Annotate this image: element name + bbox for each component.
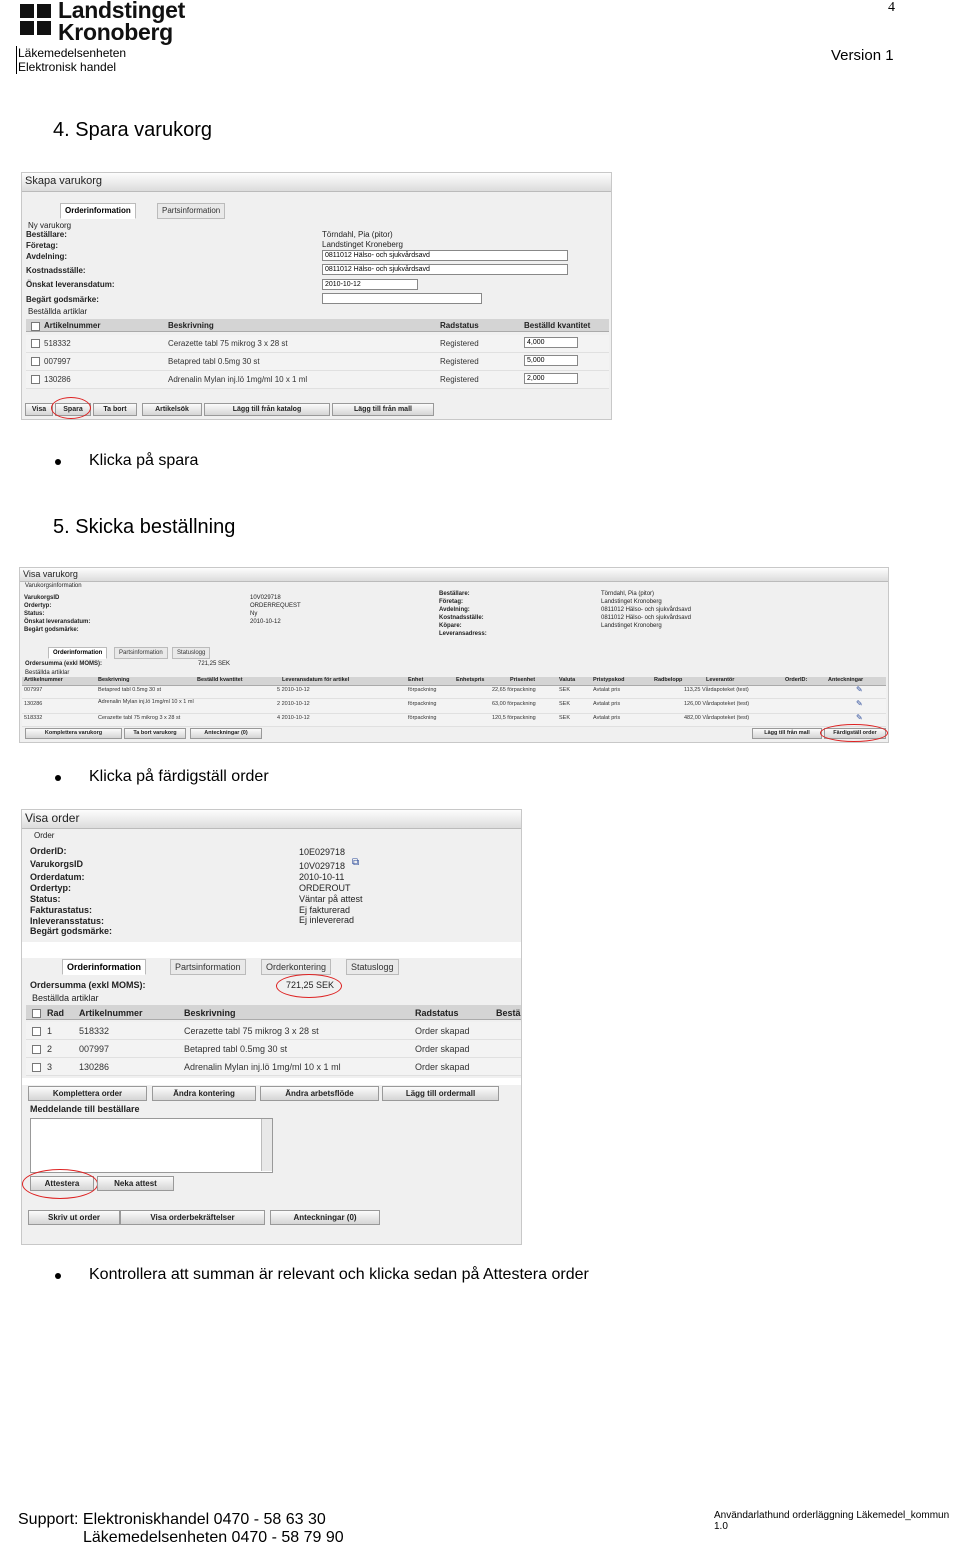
label-varukorgsid: VarukorgsID [30,859,84,869]
ta-bort-button[interactable]: Ta bort [93,403,137,416]
cell-radstatus: Order skapad [415,1044,470,1054]
komplettera-order-button[interactable]: Komplettera order [28,1086,147,1101]
screenshot-skapa-varukorg [21,172,612,420]
ta-bort-varukorg-button[interactable]: Ta bort varukorg [124,728,186,739]
label-kostnadsstalle: Kostnadsställe: [439,615,484,621]
value-orderdatum: 2010-10-11 [299,872,345,882]
copy-icon[interactable]: ⧉ [352,857,360,868]
tab-orderinformation[interactable]: Orderinformation [48,647,107,659]
andra-arbetsflode-button[interactable]: Ändra arbetsflöde [260,1086,379,1101]
label-kostnadsstalle: Kostnadsställe: [26,266,86,275]
logo-line1: Landstinget [58,0,186,23]
value-varukorgsid: 10V029718 [250,595,281,601]
section-gap [22,942,521,958]
label-status: Status: [30,894,61,904]
col-leverantor[interactable]: Leverantör [706,677,735,683]
cell-kvantitet-datum: 5 2010-10-12 [277,687,310,693]
cell-pristypskod: Avtalat pris [593,687,621,693]
lagg-till-fran-mall-button[interactable]: Lägg till från mall [752,728,822,739]
order-legend: Order [34,831,55,840]
version-label: Version 1 [831,47,894,64]
spara-button[interactable]: Spara [55,403,91,416]
col-leveransdatum[interactable]: Leveransdatum för artikel [282,677,350,683]
section-4-heading: 4. Spara varukorg [53,119,212,141]
cell-artikelnummer: 518332 [79,1026,110,1036]
label-avdelning: Avdelning: [439,607,470,613]
cell-beskrivning: Adrenalin Mylan inj.lö 1mg/ml 10 x 1 ml [168,375,308,384]
col-enhetspris[interactable]: Enhetspris [456,677,485,683]
cell-radstatus: Order skapad [415,1026,470,1036]
lagg-till-ordermall-button[interactable]: Lägg till ordermall [382,1086,499,1101]
cell-enhet: förpackning [408,701,437,707]
row-checkbox[interactable] [31,375,40,384]
cell-radstatus: Registered [440,357,479,366]
row-checkbox[interactable] [32,1045,41,1054]
table-row [26,371,609,389]
footer-lakemedel: Läkemedelsenheten 0470 - 58 79 90 [83,1529,344,1546]
meddelande-label: Meddelande till beställare [30,1104,140,1114]
lagg-till-fran-katalog-button[interactable]: Lägg till från katalog [204,403,330,416]
window-title: Visa varukorg [23,569,78,579]
cell-rad: 3 [47,1062,53,1072]
col-valuta[interactable]: Valuta [559,677,576,683]
col-bestalld-kvantitet[interactable]: Beställd kvantitet [524,321,591,330]
col-rad[interactable]: Rad [47,1008,65,1018]
visa-orderbekraftelser-button[interactable]: Visa orderbekräftelser [120,1210,265,1225]
varukorg-legend: Varukorgsinformation [25,583,82,589]
ordersumma-label: Ordersumma (exkl MOMS): [30,980,146,990]
qty-input[interactable]: 4,000 [524,337,578,348]
leveransdatum-input[interactable]: 2010-10-12 [322,279,418,290]
table-row [26,353,609,371]
godsmarke-input[interactable] [322,293,482,304]
col-artikelnummer[interactable]: Artikelnummer [24,677,63,683]
label-foretag: Företag: [26,241,58,250]
col-orderid[interactable]: OrderID: [785,677,808,683]
group-legend: Ny varukorg [28,221,72,230]
cell-beskrivning: Betapred tabl 0.5mg 30 st [98,687,161,693]
cell-beskrivning: Cerazette tabl 75 mikrog 3 x 28 st [168,339,288,348]
col-enhet[interactable]: Enhet [408,677,424,683]
label-bestallare: Beställare: [26,230,67,239]
ordersumma-value: 721,25 SEK [198,661,231,667]
col-radbelopp[interactable]: Radbelopp [654,677,683,683]
cell-artikelnummer: 518332 [24,715,43,721]
cell-radstatus: Order skapad [415,1062,470,1072]
tab-orderinformation[interactable]: Orderinformation [60,203,136,219]
select-all-checkbox[interactable] [31,322,40,331]
cell-beskrivning: Betapred tabl 0.5mg 30 st [184,1044,288,1054]
footer-support: Support: Elektroniskhandel 0470 - 58 63 30 [18,1511,326,1528]
anteckningar-button[interactable]: Anteckningar (0) [190,728,262,739]
unit-name: Läkemedelsenheten [18,46,127,60]
cell-artikelnummer: 007997 [79,1044,110,1054]
table-row [26,335,609,353]
note-edit-icon[interactable]: ✎ [856,685,863,694]
cell-rad: 2 [47,1044,53,1054]
kostnadsstalle-select[interactable]: 0811012 Hälso- och sjukvårdsavd [322,264,568,275]
label-leveransdatum: Önskat leveransdatum: [24,619,91,625]
window-title: Visa order [25,811,80,825]
select-all-checkbox[interactable] [32,1009,41,1018]
col-bestalld-truncated[interactable]: Bestä [496,1008,521,1018]
label-godsmarke: Begärt godsmärke: [24,627,79,633]
tab-orderinformation[interactable]: Orderinformation [62,959,146,975]
label-godsmarke: Begärt godsmärke: [26,295,99,304]
tab-partsinformation[interactable]: Partsinformation [114,647,168,659]
cell-beskrivning: Betapred tabl 0.5mg 30 st [168,357,260,366]
instruction-spara: Klicka på spara [89,452,199,469]
cell-artikelnummer: 130286 [24,701,43,707]
cell-artikelnummer: 518332 [44,339,71,348]
cell-valuta: SEK [559,701,571,707]
komplettera-varukorg-button[interactable]: Komplettera varukorg [25,728,122,739]
logo-line2: Kronoberg [58,19,173,45]
col-pristypskod[interactable]: Pristypskod [593,677,625,683]
label-orderdatum: Orderdatum: [30,872,85,882]
value-status: Ny [250,611,258,617]
organization-logo [18,0,186,45]
section-5-heading: 5. Skicka beställning [53,516,236,538]
lagg-till-fran-mall-button[interactable]: Lägg till från mall [332,403,434,416]
cell-radstatus: Registered [440,339,479,348]
label-ordertyp: Ordertyp: [24,603,52,609]
value-kostnadsstalle: 0811012 Hälso- och sjukvårdsavd [601,615,691,621]
screenshot-visa-varukorg [19,567,889,743]
cell-enhet: förpackning [408,687,437,693]
window-title-bar [20,568,888,582]
label-leveransadress: Leveransadress: [439,631,487,637]
col-radstatus[interactable]: Radstatus [415,1008,459,1018]
tab-orderkontering[interactable]: Orderkontering [261,959,331,975]
value-bestallare: Törndahl, Pia (pitor) [601,591,655,597]
articles-table-header [26,319,609,332]
cell-beskrivning: Adrenalin Mylan inj.lö 1mg/ml 10 x 1 ml [184,1062,341,1072]
crown-logo-icon [18,0,54,40]
row-checkbox[interactable] [31,357,40,366]
cell-enhetspris: 22,65 förpackning [492,687,536,693]
window-title-bar [22,810,521,829]
cell-artikelnummer: 007997 [44,357,71,366]
label-kopare: Köpare: [439,623,462,629]
neka-attest-button[interactable]: Neka attest [97,1176,174,1191]
cell-valuta: SEK [559,715,571,721]
label-leveransdatum: Önskat leveransdatum: [26,280,115,289]
tab-partsinformation[interactable]: Partsinformation [170,959,246,975]
window-title-bar [22,173,611,192]
value-bestallare: Törndahl, Pia (pitor) [322,230,393,239]
col-beskrivning[interactable]: Beskrivning [98,677,130,683]
label-status: Status: [24,611,45,617]
cell-enhetspris: 120,5 förpackning [492,715,536,721]
highlight-circle [820,724,888,742]
footer-document-name: Användarlathund orderläggning Läkemedel_kommun 1.0 [714,1510,950,1532]
subunit-name: Elektronisk handel [18,60,117,74]
value-avdelning: 0811012 Hälso- och sjukvårdsavd [601,607,691,613]
articles-legend: Beställda artiklar [28,307,88,316]
fardigstall-order-button[interactable]: Färdigställ order [824,728,886,739]
tab-statuslogg[interactable]: Statuslogg [346,959,399,975]
cell-valuta: SEK [559,687,571,693]
value-foretag: Landstinget Kronoberg [601,599,662,605]
row-checkbox[interactable] [31,339,40,348]
artikelsok-button[interactable]: Artikelsök [142,403,202,416]
window-title: Skapa varukorg [25,175,103,187]
cell-radstatus: Registered [440,375,479,384]
note-edit-icon[interactable]: ✎ [856,713,863,722]
cell-enhet: förpackning [408,715,437,721]
skriv-ut-order-button[interactable]: Skriv ut order [28,1210,120,1225]
label-orderid: OrderID: [30,846,67,856]
label-varukorgsid: VarukorgsID [24,595,60,601]
cell-enhetspris: 63,00 förpackning [492,701,536,707]
instruction-attestera: Kontrollera att summan är relevant och klicka sedan på Attestera order [89,1266,589,1283]
qty-input[interactable]: 5,000 [524,355,578,366]
cell-beskrivning: Cerazette tabl 75 mikrog 3 x 28 st [98,715,181,721]
cell-pristypskod: Avtalat pris [593,701,621,707]
visa-button[interactable]: Visa [25,403,53,416]
value-fakturastatus: Ej fakturerad [299,905,351,915]
value-orderid: 10E029718 [299,847,346,857]
cell-artikelnummer: 130286 [44,375,71,384]
highlight-circle [51,397,91,419]
value-kopare: Landstinget Kronoberg [601,623,662,629]
andra-kontering-button[interactable]: Ändra kontering [152,1086,256,1101]
col-bestalld-kvantitet[interactable]: Beställd kvantitet [197,677,243,683]
cell-beskrivning: Cerazette tabl 75 mikrog 3 x 28 st [184,1026,319,1036]
col-beskrivning[interactable]: Beskrivning [168,321,214,330]
ordersumma-value: 721,25 SEK [286,980,335,990]
value-varukorgsid: 10V029718 [299,861,346,871]
header-divider [16,46,17,74]
value-ordertyp: ORDERREQUEST [250,603,301,609]
avdelning-select[interactable]: 0811012 Hälso- och sjukvårdsavd [322,250,568,261]
instruction-fardigstall: Klicka på färdigställ order [89,768,269,785]
cell-beskrivning: Adrenalin Mylan inj.lö 1mg/ml 10 x 1 ml [98,699,194,705]
label-foretag: Företag: [439,599,463,605]
tab-statuslogg[interactable]: Statuslogg [172,647,210,659]
col-artikelnummer[interactable]: Artikelnummer [44,321,101,330]
cell-radbelopp: 482,00 Vårdapoteket (test) [684,715,750,721]
value-ordertyp: ORDEROUT [299,883,351,893]
header-unit [18,46,126,74]
textarea-scrollbar[interactable] [261,1119,272,1171]
cell-kvantitet-datum: 2 2010-10-12 [277,701,310,707]
cell-artikelnummer: 007997 [24,687,43,693]
row-checkbox[interactable] [32,1063,41,1072]
meddelande-textarea[interactable] [30,1118,273,1173]
tab-partsinformation[interactable]: Partsinformation [157,203,225,219]
note-edit-icon[interactable]: ✎ [856,699,863,708]
cell-artikelnummer: 130286 [79,1062,110,1072]
cell-kvantitet-datum: 4 2010-10-12 [277,715,310,721]
cell-radbelopp: 126,00 Vårdapoteket (test) [684,701,750,707]
col-artikelnummer[interactable]: Artikelnummer [79,1008,143,1018]
articles-table-header [22,677,886,686]
label-avdelning: Avdelning: [26,252,68,261]
cell-pristypskod: Avtalat pris [593,715,621,721]
screenshot-visa-order [21,809,522,1245]
col-radstatus[interactable]: Radstatus [440,321,479,330]
value-foretag: Landstinget Kroneberg [322,240,403,249]
ordersumma-label: Ordersumma (exkl MOMS): [25,661,103,667]
highlight-circle [22,1169,98,1199]
qty-input[interactable]: 2,000 [524,373,578,384]
value-inleveransstatus: Ej inlevererad [299,915,355,925]
label-fakturastatus: Fakturastatus: [30,905,93,915]
value-status: Väntar på attest [299,894,363,904]
articles-legend: Beställda artiklar [25,670,70,676]
label-godsmarke: Begärt godsmärke: [30,926,113,936]
cell-radbelopp: 113,25 Vårdapoteket (test) [684,687,749,693]
col-prisenhet[interactable]: Prisenhet [510,677,536,683]
page-number: 4 [888,0,895,15]
section-gap [22,1078,521,1085]
attestera-button[interactable]: Attestera [30,1176,94,1191]
articles-legend: Beställda artiklar [32,993,99,1003]
highlight-circle [276,974,342,998]
value-leveransdatum: 2010-10-12 [250,619,281,625]
label-ordertyp: Ordertyp: [30,883,72,893]
label-inleveransstatus: Inleveransstatus: [30,916,105,926]
col-beskrivning[interactable]: Beskrivning [184,1008,236,1018]
anteckningar-button[interactable]: Anteckningar (0) [270,1210,380,1225]
row-checkbox[interactable] [32,1027,41,1036]
col-anteckningar[interactable]: Anteckningar [828,677,864,683]
label-bestallare: Beställare: [439,591,470,597]
cell-rad: 1 [47,1026,53,1036]
